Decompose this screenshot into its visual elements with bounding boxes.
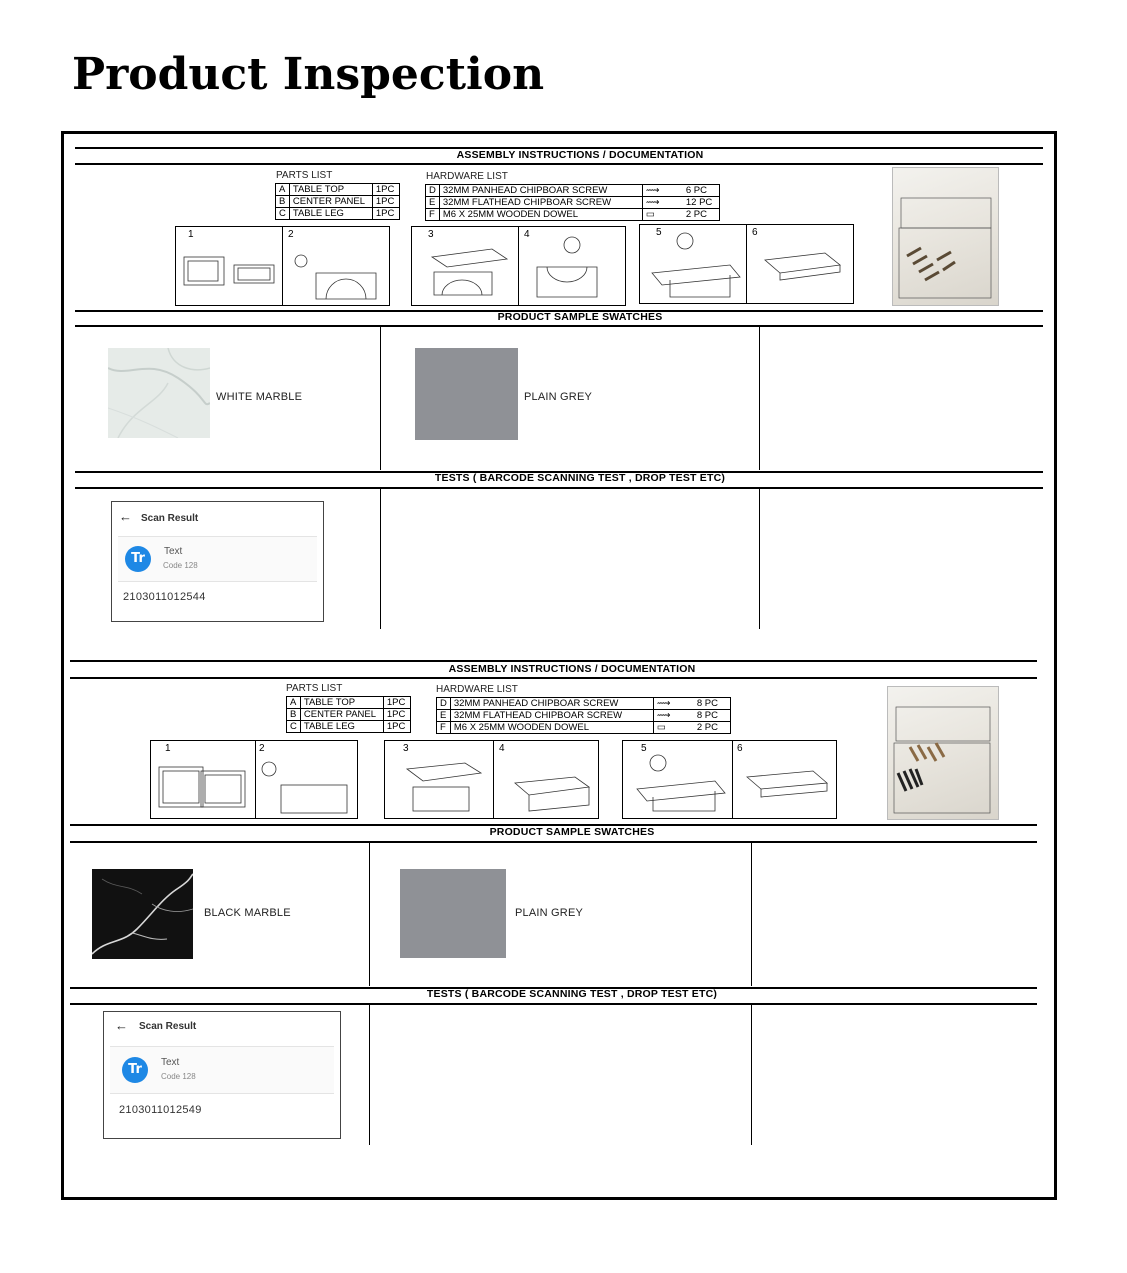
assembly-diagram	[623, 741, 836, 818]
assembly-diagram	[385, 741, 598, 818]
scan-type: Text	[161, 1057, 180, 1068]
hardware-qty: 2 PC	[694, 722, 731, 734]
part-code: B	[287, 709, 301, 721]
part-name: CENTER PANEL	[300, 709, 383, 721]
table-row	[287, 709, 411, 721]
swatch-black-marble	[92, 869, 193, 959]
parts-list-table	[275, 183, 400, 220]
step-number: 6	[752, 227, 758, 238]
part-code: B	[276, 196, 290, 208]
assembly-steps-3-4	[411, 226, 626, 306]
documentation-heading: ASSEMBLY INSTRUCTIONS / DOCUMENTATION	[448, 663, 696, 675]
step-number: 2	[259, 743, 265, 754]
tests-heading: TESTS ( BARCODE SCANNING TEST , DROP TEST ETC)	[434, 472, 726, 484]
hardware-code: D	[426, 185, 440, 197]
part-code: C	[287, 721, 301, 733]
swatch-label: WHITE MARBLE	[216, 391, 303, 403]
instruction-sheet-photo	[887, 686, 999, 820]
scan-format: Code 128	[163, 561, 198, 570]
instruction-sheet-photo	[892, 167, 999, 306]
parts-list-title: PARTS LIST	[286, 683, 343, 694]
assembly-steps-5-6	[639, 224, 854, 304]
hardware-qty: 8 PC	[694, 710, 731, 722]
part-name: TABLE LEG	[289, 208, 372, 220]
dowel-icon: ▭	[642, 209, 683, 221]
part-qty: 1PC	[372, 196, 399, 208]
hardware-list-title: HARDWARE LIST	[426, 171, 508, 182]
back-arrow-icon: ←	[115, 1018, 128, 1033]
parts-list-table	[286, 696, 411, 733]
step-number: 3	[428, 229, 434, 240]
hardware-qty: 6 PC	[683, 185, 720, 197]
table-row	[437, 698, 731, 710]
scan-result-card	[111, 501, 324, 622]
screw-icon: ⟿	[653, 710, 694, 722]
step-number: 1	[165, 743, 171, 754]
step-number: 6	[737, 743, 743, 754]
barcode-value: 2103011012544	[123, 591, 206, 603]
step-number: 1	[188, 229, 194, 240]
assembly-steps-1-2	[175, 226, 390, 306]
step-number: 3	[403, 743, 409, 754]
part-qty: 1PC	[383, 709, 410, 721]
table-row	[437, 722, 731, 734]
table-row	[426, 185, 720, 197]
hardware-name: M6 X 25MM WOODEN DOWEL	[450, 722, 653, 734]
hardware-code: E	[426, 197, 440, 209]
part-code: A	[287, 697, 301, 709]
hardware-qty: 12 PC	[683, 197, 720, 209]
swatch-white-marble	[108, 348, 210, 438]
screw-icon: ⟿	[642, 197, 683, 209]
assembly-steps-1-2	[150, 740, 358, 819]
swatch-label: PLAIN GREY	[524, 391, 593, 403]
hardware-name: 32MM FLATHEAD CHIPBOAR SCREW	[450, 710, 653, 722]
documentation-heading: ASSEMBLY INSTRUCTIONS / DOCUMENTATION	[456, 149, 704, 161]
assembly-diagram	[151, 741, 357, 818]
table-row	[276, 208, 400, 220]
hardware-code: F	[426, 209, 440, 221]
scan-type: Text	[164, 546, 183, 557]
table-row	[426, 209, 720, 221]
tests-heading: TESTS ( BARCODE SCANNING TEST , DROP TEST ETC)	[426, 988, 718, 1000]
barcode-value: 2103011012549	[119, 1104, 202, 1116]
hardware-list-table	[436, 697, 731, 734]
swatches-heading: PRODUCT SAMPLE SWATCHES	[497, 311, 663, 323]
part-qty: 1PC	[372, 184, 399, 196]
assembly-diagram	[412, 227, 625, 305]
step-number: 4	[499, 743, 505, 754]
hardware-name: M6 X 25MM WOODEN DOWEL	[439, 209, 642, 221]
part-name: TABLE TOP	[289, 184, 372, 196]
step-number: 5	[641, 743, 647, 754]
table-row	[426, 197, 720, 209]
screw-icon: ⟿	[653, 698, 694, 710]
part-name: TABLE LEG	[300, 721, 383, 733]
table-row	[287, 697, 411, 709]
scan-format: Code 128	[161, 1072, 196, 1081]
assembly-steps-3-4	[384, 740, 599, 819]
scan-result-title: Scan Result	[141, 513, 199, 524]
step-number: 2	[288, 229, 294, 240]
assembly-steps-5-6	[622, 740, 837, 819]
swatch-label: PLAIN GREY	[515, 907, 584, 919]
table-row	[437, 710, 731, 722]
step-number: 4	[524, 229, 530, 240]
table-row	[287, 721, 411, 733]
assembly-diagram	[176, 227, 389, 305]
swatches-heading: PRODUCT SAMPLE SWATCHES	[489, 826, 655, 838]
part-qty: 1PC	[383, 721, 410, 733]
hardware-code: F	[437, 722, 451, 734]
text-type-icon: Tr	[122, 1057, 148, 1083]
part-code: C	[276, 208, 290, 220]
dowel-icon: ▭	[653, 722, 694, 734]
parts-list-title: PARTS LIST	[276, 170, 333, 181]
part-name: CENTER PANEL	[289, 196, 372, 208]
assembly-diagram	[640, 225, 853, 303]
hardware-name: 32MM PANHEAD CHIPBOAR SCREW	[439, 185, 642, 197]
text-type-icon: Tr	[125, 546, 151, 572]
hardware-list-title: HARDWARE LIST	[436, 684, 518, 695]
part-qty: 1PC	[383, 697, 410, 709]
hardware-qty: 2 PC	[683, 209, 720, 221]
page-title: Product Inspection	[72, 49, 545, 100]
swatch-plain-grey	[400, 869, 506, 958]
hardware-qty: 8 PC	[694, 698, 731, 710]
hardware-code: E	[437, 710, 451, 722]
hardware-name: 32MM PANHEAD CHIPBOAR SCREW	[450, 698, 653, 710]
back-arrow-icon: ←	[119, 509, 132, 524]
swatch-plain-grey	[415, 348, 518, 440]
part-name: TABLE TOP	[300, 697, 383, 709]
hardware-name: 32MM FLATHEAD CHIPBOAR SCREW	[439, 197, 642, 209]
part-code: A	[276, 184, 290, 196]
step-number: 5	[656, 227, 662, 238]
screw-icon: ⟿	[642, 185, 683, 197]
table-row	[276, 196, 400, 208]
table-row	[276, 184, 400, 196]
part-qty: 1PC	[372, 208, 399, 220]
scan-result-card	[103, 1011, 341, 1139]
hardware-code: D	[437, 698, 451, 710]
hardware-list-table	[425, 184, 720, 221]
scan-result-title: Scan Result	[139, 1021, 197, 1032]
swatch-label: BLACK MARBLE	[204, 907, 291, 919]
